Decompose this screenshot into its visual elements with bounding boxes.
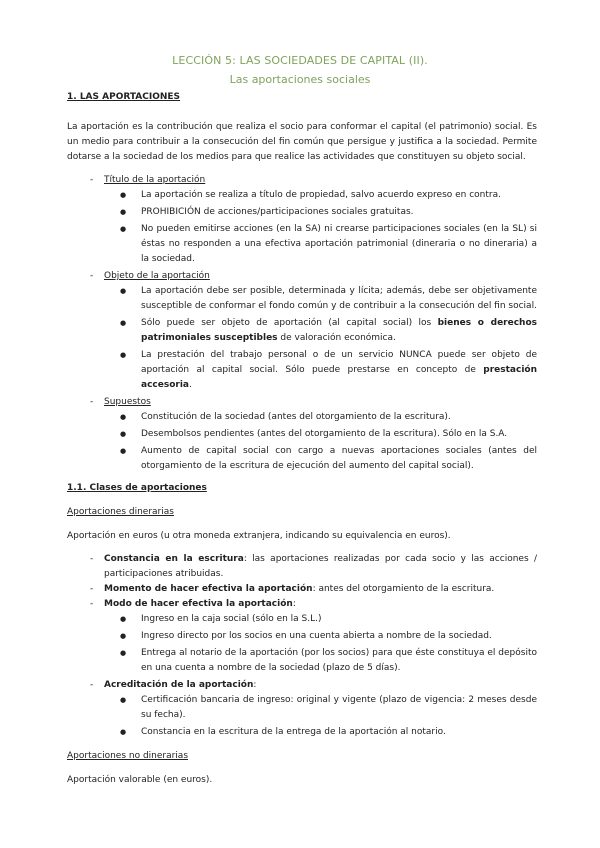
list-item-titulo	[67, 173, 537, 267]
bullet-list	[104, 284, 537, 393]
bullet-marker: ●	[120, 632, 127, 640]
bullet-text: Aumento de capital social con cargo a nuevas aportaciones sociales (antes del otorgamiento de la escritura de ejecución del aumento del capital social).	[141, 446, 537, 471]
bullet-item	[67, 646, 537, 676]
intro-paragraph: La aportación es la contribución que realiza el socio para conformar el capital (el patrimonio) social. Es un medio para contribuir a la consecución del fin común que persigue y justifica a la sociedad. Permite dotarse a la sociedad de los medios para que realice las actividades que constituyen su objeto social.	[67, 122, 537, 162]
bullet-text: Certificación bancaria de ingreso: original y vigente (plazo de vigencia: 2 meses desde su fecha).	[141, 695, 537, 720]
dinerarias-text: Aportación en euros (u otra moneda extranjera, indicando su equivalencia en euros).	[67, 531, 451, 541]
item-text: :	[292, 599, 296, 609]
list-item-constancia	[67, 552, 537, 582]
lesson-subtitle: Las aportaciones sociales	[229, 73, 371, 86]
dash-marker: -	[90, 680, 94, 690]
list-item-modo	[67, 597, 537, 676]
bullet-item	[67, 693, 537, 723]
bullet-text: .	[188, 380, 192, 390]
bullet-text: Ingreso directo por los socios en una cuenta abierta a nombre de la sociedad.	[141, 631, 492, 641]
bullet-item	[67, 410, 537, 425]
bullet-item	[67, 316, 537, 346]
dash-marker: -	[90, 271, 94, 281]
dash-marker: -	[90, 554, 94, 564]
bullet-marker: ●	[120, 615, 127, 623]
list-item-objeto	[67, 269, 537, 393]
item-label: Título de la aportación	[104, 175, 206, 185]
bullet-marker: ●	[120, 287, 127, 295]
bullet-item	[67, 444, 537, 474]
document-body	[67, 90, 537, 788]
dash-marker: -	[90, 584, 94, 594]
bullet-text: La prestación del trabajo personal o de un servicio NUNCA puede ser objeto de aportación al capital social. Sólo puede prestarse en concepto de	[141, 350, 537, 375]
bullet-list	[104, 410, 537, 474]
item-label: Modo de hacer efectiva la aportación	[104, 599, 293, 609]
list-item-supuestos	[67, 395, 537, 474]
bullet-marker: ●	[120, 319, 127, 327]
item-label: Momento de hacer efectiva la aportación	[104, 584, 313, 594]
bullet-text: Constancia en la escritura de la entrega de la aportación al notario.	[141, 727, 446, 737]
dinerarias-list	[67, 552, 537, 740]
bullet-marker: ●	[120, 728, 127, 736]
bullet-text: Sólo puede ser objeto de aportación (al capital social) los	[141, 318, 438, 328]
item-label: Supuestos	[104, 397, 151, 407]
dash-marker: -	[90, 175, 94, 185]
item-label: Objeto de la aportación	[104, 271, 210, 281]
bullet-text: La aportación se realiza a título de propiedad, salvo acuerdo expreso en contra.	[141, 190, 501, 200]
dash-marker: -	[90, 397, 94, 407]
bullet-item	[67, 222, 537, 267]
bullet-marker: ●	[120, 413, 127, 421]
lesson-title: LECCIÓN 5: LAS SOCIEDADES DE CAPITAL (II).	[172, 54, 428, 67]
bold-text: prestación accesoria	[141, 365, 537, 390]
bullet-item	[67, 348, 537, 393]
no-dinerarias-text: Aportación valorable (en euros).	[67, 775, 213, 785]
bullet-text: Constitución de la sociedad (antes del otorgamiento de la escritura).	[141, 412, 451, 422]
bullet-list	[104, 188, 537, 267]
bullet-text: Desembolsos pendientes (antes del otorgamiento de la escritura). Sólo en la S.A.	[141, 429, 508, 439]
bullet-text: Ingreso en la caja social (sólo en la S.L.)	[141, 614, 322, 624]
bullet-text: No pueden emitirse acciones (en la SA) ni crearse participaciones sociales (en la SL) si éstas no responden a una efectiva aportación patrimonial (dineraria o no dineraria) a la sociedad.	[141, 224, 537, 264]
bullet-marker: ●	[120, 191, 127, 199]
bullet-marker: ●	[120, 225, 127, 233]
bullet-item	[67, 427, 537, 442]
bullet-list	[104, 612, 537, 676]
item-text: :	[253, 680, 257, 690]
bullet-item	[67, 188, 537, 203]
list-item-momento	[67, 582, 537, 597]
item-text: : antes del otorgamiento de la escritura.	[312, 584, 495, 594]
bullet-marker: ●	[120, 351, 127, 359]
list-item-acreditacion	[67, 678, 537, 740]
bullet-item	[67, 205, 537, 220]
bullet-text: La aportación debe ser posible, determinada y lícita; además, debe ser objetivamente susceptible de conformar el fondo común y de contribuir a la consecución del fin social.	[141, 286, 537, 311]
bullet-list	[104, 693, 537, 740]
subheading-no-dinerarias: Aportaciones no dinerarias	[67, 751, 189, 761]
section-heading-aportaciones: 1. LAS APORTACIONES	[67, 92, 181, 102]
subheading-dinerarias: Aportaciones dinerarias	[67, 507, 174, 517]
bullet-item	[67, 612, 537, 627]
bullet-item	[67, 725, 537, 740]
bold-text: bienes o derechos patrimoniales susceptibles	[141, 318, 537, 343]
bullet-item	[67, 284, 537, 314]
bullet-marker: ●	[120, 430, 127, 438]
item-label: Constancia en la escritura	[104, 554, 244, 564]
item-text: : las aportaciones realizadas por cada socio y las acciones / participaciones atribuidas.	[104, 554, 537, 579]
bullet-text: PROHIBICIÓN de acciones/participaciones sociales gratuitas.	[141, 207, 414, 217]
bullet-item	[67, 629, 537, 644]
bullet-marker: ●	[120, 696, 127, 704]
bullet-marker: ●	[120, 447, 127, 455]
bullet-text: de valoración económica.	[277, 333, 396, 343]
bullet-marker: ●	[120, 649, 127, 657]
aportaciones-list	[67, 173, 537, 474]
section-heading-clases: 1.1. Clases de aportaciones	[67, 483, 207, 493]
bullet-marker: ●	[120, 208, 127, 216]
item-label: Acreditación de la aportación	[104, 680, 254, 690]
bullet-text: Entrega al notario de la aportación (por los socios) para que éste constituya el depósito en una cuenta a nombre de la sociedad (plazo de 5 días).	[141, 648, 537, 673]
dash-marker: -	[90, 599, 94, 609]
